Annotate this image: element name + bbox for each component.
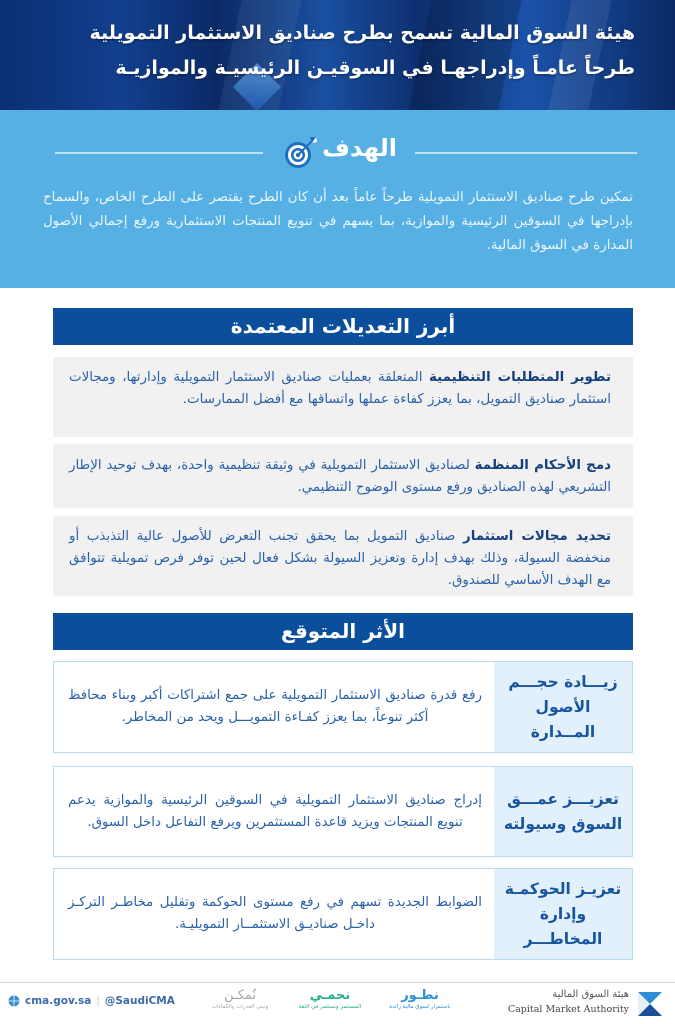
page-title	[35, 16, 635, 86]
impact-description	[68, 662, 482, 752]
slogan-protect	[290, 988, 370, 1010]
impact-label: زيـــادة حجـــم الأصول المــدارة	[494, 662, 632, 752]
amendment-text: المتعلقة بعمليات صناديق الاستثمار التمويلية وإدارتها، ومجالات استثمار صناديق التمويل، بما يعزز كفاءة عملها واتساقها مع أفضل الممارسات.	[69, 370, 611, 407]
amendment-bold: تحديد مجالات استثمار	[462, 529, 611, 544]
slogan-sub: المستثمر ونستثمر في الثقة	[298, 1004, 362, 1010]
social-handle-link[interactable]: @SaudiCMA	[104, 995, 175, 1007]
slogan-word: نطـور	[401, 988, 439, 1003]
org-name-arabic: هيئة السوق المالية	[552, 989, 629, 1000]
website-link[interactable]: cma.gov.sa	[25, 995, 92, 1007]
title-line-1: هيئة السوق المالية تسمح بطرح صناديق الاستثمار التمويلية	[89, 22, 635, 44]
impact-card	[53, 766, 633, 857]
amendment-bold: تطوير المتطلبات التنظيمية	[429, 370, 612, 385]
slogan-sub: باستمرار لسوق مالية رائدة	[389, 1004, 451, 1010]
slogan-word: نحمـي	[309, 988, 351, 1003]
slogan-empower	[200, 988, 280, 1010]
goal-heading	[0, 132, 675, 172]
amendments-heading: أبرز التعديلات المعتمدة	[53, 308, 633, 345]
cma-logo-icon	[637, 991, 663, 1017]
impact-description	[68, 869, 482, 959]
divider	[55, 152, 263, 154]
slogan-sub: ونبني القدرات والكفاءات	[211, 1004, 269, 1010]
impact-description	[68, 767, 482, 856]
impact-label: تعزيـــز عمـــق السوق وسيولته	[494, 767, 632, 856]
slogan-develop	[385, 988, 455, 1010]
goal-section	[0, 110, 675, 288]
impact-text: الضوابط الجديدة تسهم في رفع مستوى الحوكمة وتقليل مخاطـر التركـز داخـل صناديـق الاستثمــار التمويليـة.	[68, 895, 482, 932]
impact-text: إدراج صناديق الاستثمار التمويلية في السوقين الرئيسية والموازية يدعم تنويع المنتجات ويزيد قاعدة المستثمرين ويرفع التفاعل داخل السوق.	[68, 792, 482, 830]
goal-description: تمكين طرح صناديق الاستثمار التمويلية طرحاً عاماً بعد أن كان الطرح يقتصر على الطرح الخاص، والسماح بإدراجها في السوقين الرئيسية والموازية، بما يسهم في تنويع المنتجات الاستثمارية ورفع إجمالي الأصول المدارة في السوق المالية.	[43, 190, 633, 253]
separator: |	[96, 995, 100, 1007]
impact-heading: الأثر المتوقع	[53, 613, 633, 650]
amendment-card	[53, 516, 633, 596]
goal-title: الهدف	[322, 134, 397, 162]
amendment-card	[53, 444, 633, 508]
divider	[415, 152, 637, 154]
slogan-word: نُمكـن	[223, 988, 257, 1003]
amendment-text: صناديق التمويل بما يحقق تجنب التعرض للأصول عالية التذبذب أو منخفضة السيولة، وذلك بهدف إدارة وتعزيز السيولة بشكل فعال لحين توفر فرص تمويلية تتوافق مع الهدف الأساسي للصندوق.	[69, 529, 611, 588]
impact-text: رفع قدرة صناديق الاستثمار التمويلية على جمع اشتراكات أكبر وبناء محافظ أكثر تنوعاً، بما يعزز كفـاءة التمويـــل ويحد من المخاطر.	[68, 688, 482, 725]
amendment-text: لصناديق الاستثمار التمويلية في وثيقة تنظيمية واحدة، بهدف توحيد الإطار التشريعي لهذه الصناديق ورفع مستوى الوضوح التنظيمي.	[69, 458, 611, 495]
amendment-card	[53, 357, 633, 437]
globe-icon	[8, 995, 20, 1007]
impact-card	[53, 661, 633, 753]
header-banner	[0, 0, 675, 110]
footer	[0, 983, 675, 1024]
amendment-bold: دمج الأحكام المنظمة	[474, 458, 611, 473]
impact-label: تعزيـز الحوكمـة وإدارة المخاطـــر	[494, 869, 632, 959]
contact-info	[8, 995, 175, 1007]
org-name-english: Capital Market Authority	[507, 1004, 629, 1015]
target-arrow-icon	[283, 134, 319, 170]
impact-card	[53, 868, 633, 960]
title-line-2: طرحاً عامـاً وإدراجهـا في السوقيـن الرئيسيـة والموازيـة	[115, 57, 635, 79]
